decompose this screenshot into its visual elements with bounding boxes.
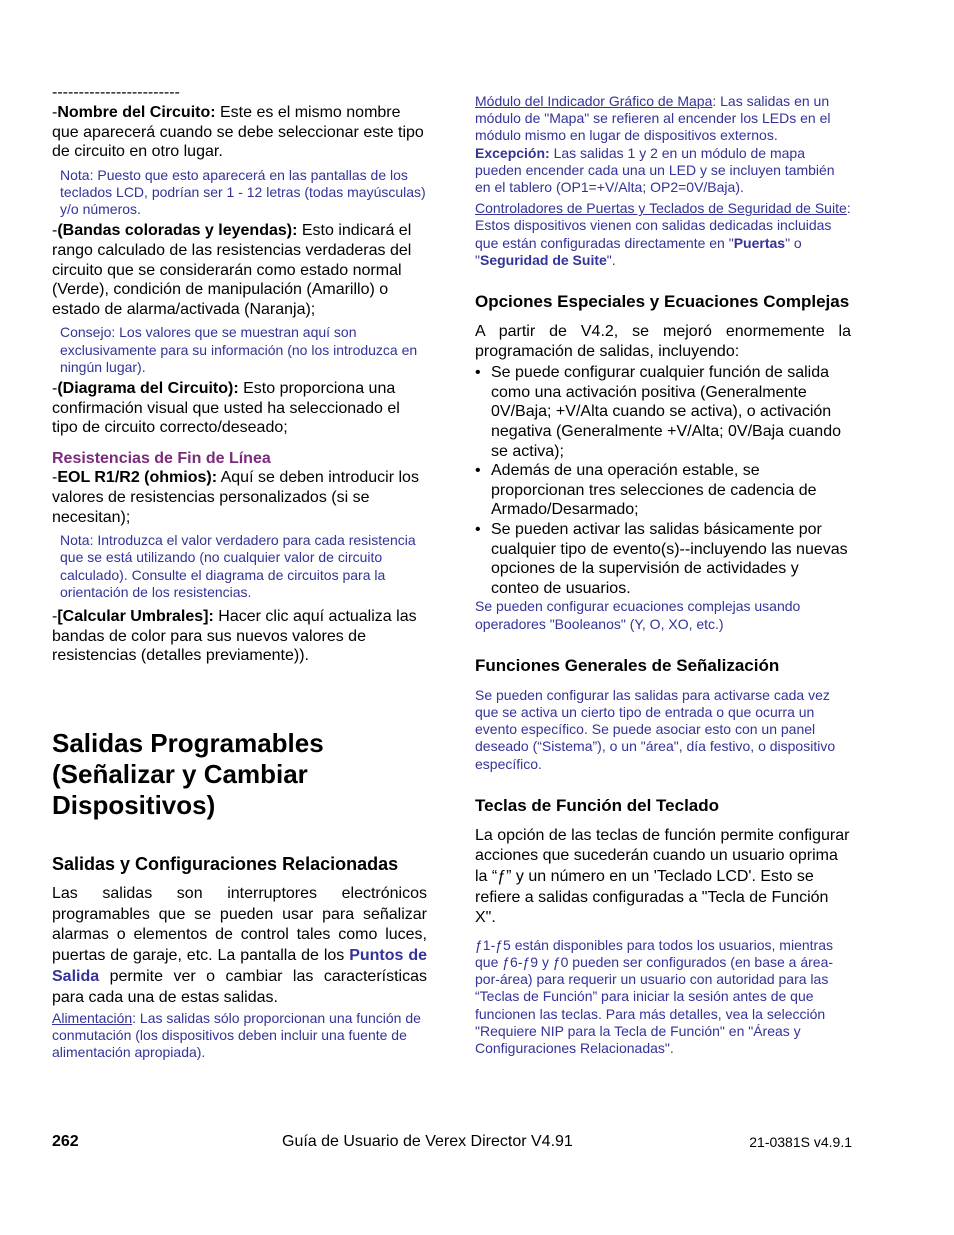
tip-values: Consejo: Los valores que se muestran aquí son exclusivamente para su información (no los introduzca en ningún lugar).: [60, 324, 418, 375]
separator-line: ------------------------: [52, 84, 180, 101]
special-options-heading: Opciones Especiales y Ecuaciones Complejas: [475, 292, 850, 312]
color-bands-item: -(Bandas coloradas y leyendas): Esto indicará el rango calculado de las resistencias verdaderas del circuito que se considerarán como estado normal (Verde), condición de manipulación (Amarillo) o estado de alarma/activada (Naranja);: [52, 222, 412, 318]
special-options-list: [475, 363, 851, 598]
circuit-name-item: -Nombre del Circuito: Este es el mismo nombre que aparecerá cuando se debe seleccionar este tipo de circuito en otro lugar.: [52, 104, 424, 161]
outputs-paragraph: [52, 884, 427, 1009]
exception-text: Las salidas 1 y 2 en un módulo de mapa pueden encender cada una un LED y se incluyen también en el tablero (OP1=+V/Alta; OP2=0V/Baja).: [475, 144, 835, 196]
calc-thresholds-text: Hacer clic aquí actualiza las bandas de color para sus nuevos valores de resistencias (detalles previamente)).: [52, 607, 417, 665]
circuit-diagram-item: -(Diagrama del Circuito): Esto proporciona una confirmación visual que usted ha seleccionado el tipo de circuito correcto/deseado;: [52, 379, 400, 437]
eol-item: -EOL R1/R2 (ohmios): Aquí se deben introducir los valores de resistencias personalizados (si se necesitan);: [52, 469, 419, 526]
note-boolean: Se pueden configurar ecuaciones complejas usando operadores "Booleanos" (Y, O, XO, etc.): [475, 598, 801, 632]
exception-label: Excepción:: [475, 144, 550, 161]
page-number: 262: [52, 1133, 79, 1150]
calc-thresholds-item: -[Calcular Umbrales]: Hacer clic aquí actualiza las bandas de color para sus nuevos valores de resistencias (detalles previamente)).: [52, 607, 417, 665]
circuit-name-label: Nombre del Circuito:: [57, 104, 216, 121]
calc-thresholds-label: [Calcular Umbrales]:: [57, 607, 214, 625]
page-footer: [52, 1133, 852, 1153]
keypad-keys-heading: Teclas de Función del Teclado: [475, 795, 720, 815]
door-controllers-text: : Estos dispositivos vienen con salidas dedicadas incluidas que están configuradas directamente en ": [475, 200, 851, 251]
outputs-paragraph-text-end: permite ver o cambiar las características para cada una de estas salidas.: [52, 967, 427, 1006]
door-controllers-end: ".: [606, 251, 616, 268]
power-link[interactable]: Alimentación: [52, 1009, 133, 1026]
right-column: [475, 93, 851, 1057]
left-column: [52, 86, 427, 1061]
circuit-diagram-label: (Diagrama del Circuito):: [57, 379, 239, 397]
doors-label: Puertas: [733, 234, 786, 251]
main-heading: Salidas Programables (Señalizar y Cambiar Dispositivos): [52, 727, 324, 820]
note-map-module: [475, 93, 851, 196]
note-lcd: Nota: Puesto que esto aparecerá en las pantallas de los teclados LCD, podrían ser 1 - 12 letras (todas mayúsculas) y/o números.: [60, 166, 426, 218]
note-door-controllers: [475, 200, 851, 269]
eol-resistors-subheading: Resistencias de Fin de Línea: [52, 449, 271, 467]
eol-text: Aquí se deben introducir los valores de resistencias personalizados (si se necesitan);: [52, 469, 419, 526]
note-function-keys: ƒ1-ƒ5 están disponibles para todos los usuarios, mientras que ƒ6-ƒ9 y ƒ0 pueden ser configurados (en base a área-por-área) para requerir un usuario con autoridad para las “Teclas de Función” para iniciar la sesión antes de que funcionen las teclas. Para más detalles, vea la selección "Requiere NIP para la Tecla de Función" en "Áreas y Configuraciones Relacionadas".: [475, 936, 834, 1056]
circuit-diagram-text: Esto proporciona una confirmación visual que usted ha seleccionado el tipo de circuito correcto/deseado;: [52, 379, 400, 437]
keypad-keys-paragraph: La opción de las teclas de función permite configurar acciones que sucederán cuando un usuario oprima la “ƒ” y un número en un 'Teclado LCD'. Esto se refiere a salidas configuradas a "Tecla de Función X".: [475, 826, 850, 927]
door-controllers-mid: " o ": [475, 234, 802, 268]
outputs-paragraph-text: Las salidas son interruptores electrónicos programables que se pueden usar para señalizar alarmas o elementos de control tales como luces, puertas de garaje, etc. La pantalla de los: [52, 884, 427, 965]
general-signaling-heading: Funciones Generales de Señalización: [475, 655, 780, 675]
color-bands-label: (Bandas coloradas y leyendas):: [57, 222, 298, 240]
color-bands-text: Esto indicará el rango calculado de las resistencias verdaderas del circuito que se considerarán como estado normal (Verde), condición de manipulación (Amarillo) o estado de alarma/activada (Naranja);: [52, 222, 412, 318]
footer-title: Guía de Usuario de Verex Director V4.91: [282, 1133, 573, 1150]
suite-security-label: Seguridad de Suite: [479, 251, 607, 268]
note-power: [52, 1010, 427, 1062]
door-controllers-link[interactable]: Controladores de Puertas y Teclados de Seguridad de Suite: [475, 200, 847, 217]
eol-label: EOL R1/R2 (ohmios):: [57, 469, 218, 487]
list-item: • Se pueden activar las salidas básicamente por cualquier tipo de evento(s)--incluyendo las nuevas opciones de la supervisión de actividades y conteo de usuarios.: [491, 520, 851, 598]
outputs-section-heading: Salidas y Configuraciones Relacionadas: [52, 853, 399, 874]
special-options-paragraph: A partir de V4.2, se mejoró enormemente la programación de salidas, incluyendo:: [475, 323, 851, 360]
output-points-link[interactable]: Puntos de Salida: [52, 947, 427, 985]
map-module-text: : Las salidas en un módulo de "Mapa" se refieren al encender los LEDs en el módulo mismo en lugar de dispositivos externos.: [475, 93, 831, 144]
power-note-text: : Las salidas sólo proporcionan una función de conmutación (los dispositivos deben incluir una fuente de alimentación apropiada).: [52, 1009, 421, 1060]
circuit-name-text: Este es el mismo nombre que aparecerá cuando se debe seleccionar este tipo de circuito en otro lugar.: [52, 104, 424, 161]
note-general-signaling: Se pueden configurar las salidas para activarse cada vez que se activa un cierto tipo de entrada o que ocurra un evento específico. Se puede asociar esto con un panel deseado (“Sistema”), o un "área", día festivo, o dispositivo específico.: [475, 686, 836, 772]
list-item: • Se puede configurar cualquier función de salida como una activación positiva (Generalmente 0V/Baja; +V/Alta cuando se activa), o activación negativa (Generalmente +V/Alta; 0V/Baja cuando se activa);: [491, 363, 851, 461]
list-item: • Además de una operación estable, se proporcionan tres selecciones de cadencia de Armado/Desarmado;: [491, 461, 851, 520]
map-module-link[interactable]: Módulo del Indicador Gráfico de Mapa: [475, 93, 713, 109]
document-id: 21-0381S v4.9.1: [749, 1134, 852, 1150]
note-resistance: Nota: Introduzca el valor verdadero para cada resistencia que se está utilizando (no cualquier valor de circuito calculado). Consulte el diagrama de circuitos para la orientación de los resistencias.: [60, 532, 416, 600]
